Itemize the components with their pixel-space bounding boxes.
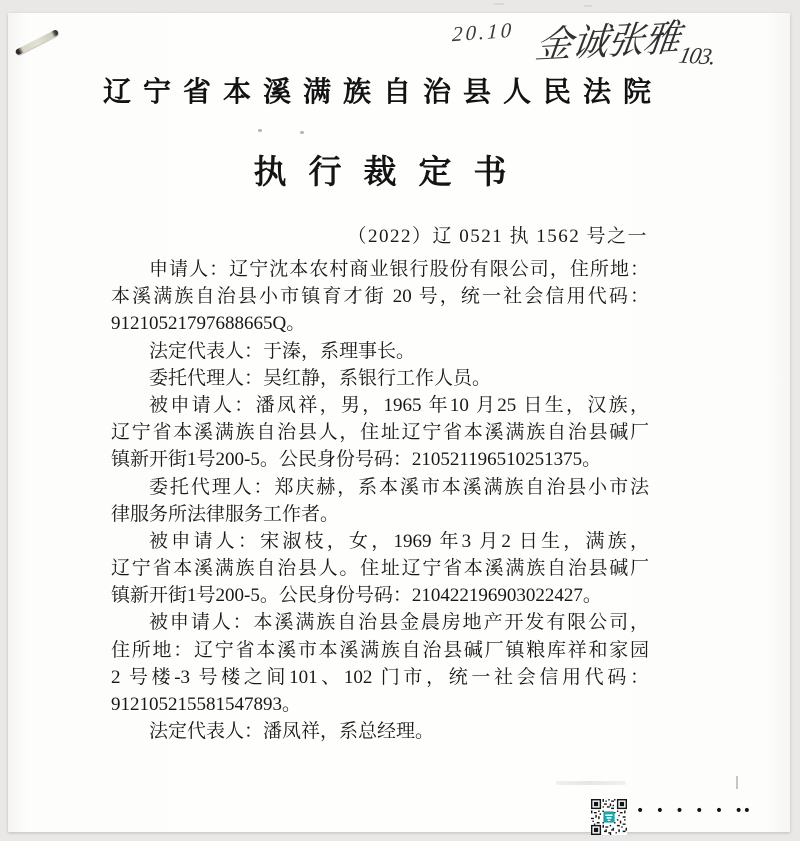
- document-line: 住所地：辽宁省本溪市本溪满族自治县碱厂镇粮库祥和家园: [111, 639, 649, 661]
- document-line: 被申请人：宋淑枝，女，1969 年3 月2 日生，满族，: [149, 530, 649, 552]
- document-line: 辽宁省本溪满族自治县人。住址辽宁省本溪满族自治县碱厂: [111, 558, 649, 580]
- document-line: 律服务所法律服务工作者。: [111, 503, 340, 525]
- scan-artifact: [258, 129, 262, 132]
- document-line: 被申请人：本溪满族自治县金晨房地产开发有限公司，: [149, 612, 649, 634]
- handwritten-date: 20.10: [451, 17, 515, 47]
- document-line: 镇新开街1号200-5。公民身份号码：210521196510251375。: [111, 449, 602, 471]
- dot-separator: • • • • • ••: [636, 803, 752, 819]
- scan-artifact: [300, 131, 304, 134]
- handwritten-signature-text: 金诚张雅: [533, 18, 682, 67]
- case-number: （2022）辽 0521 执 1562 号之一: [347, 226, 648, 247]
- document-line: 镇新开街1号200-5。公民身份号码：210422196903022427。: [111, 585, 602, 607]
- scan-artifact: [736, 776, 738, 789]
- document-line: 912105215581547893。: [111, 694, 302, 715]
- scan-artifact: [494, 3, 504, 5]
- document-line: 法定代表人：于溱，系理事长。: [149, 340, 416, 362]
- scan-artifact: [584, 5, 592, 7]
- document-line: 委托代理人：郑庆赫，系本溪市本溪满族自治县小市法: [149, 476, 649, 498]
- document-title: 执行裁定书: [253, 155, 529, 191]
- handwritten-signature: [533, 5, 722, 69]
- scan-artifact: [556, 781, 626, 785]
- document-line: 本溪满族自治县小市镇育才街 20 号，统一社会信用代码：: [111, 286, 649, 308]
- document-line: 法定代表人：潘凤祥，系总经理。: [149, 721, 435, 743]
- document-line: 委托代理人：吴红静，系银行工作人员。: [149, 367, 492, 389]
- document-body: [111, 256, 649, 745]
- document-line: 2 号楼-3 号楼之间101、102 门市，统一社会信用代码：: [111, 666, 649, 688]
- handwritten-number: 103.: [676, 42, 718, 70]
- court-name: 辽宁省本溪满族自治县人民法院: [102, 77, 663, 108]
- document-line: 被申请人：潘凤祥，男，1965 年10 月25 日生，汉族，: [149, 394, 649, 416]
- document-line: 91210521797688665Q。: [111, 313, 306, 335]
- document-line: 申请人：辽宁沈本农村商业银行股份有限公司，住所地：: [149, 259, 649, 280]
- document-line: 辽宁省本溪满族自治县人，住址辽宁省本溪满族自治县碱厂: [111, 422, 649, 444]
- qr-code-icon: [591, 799, 627, 835]
